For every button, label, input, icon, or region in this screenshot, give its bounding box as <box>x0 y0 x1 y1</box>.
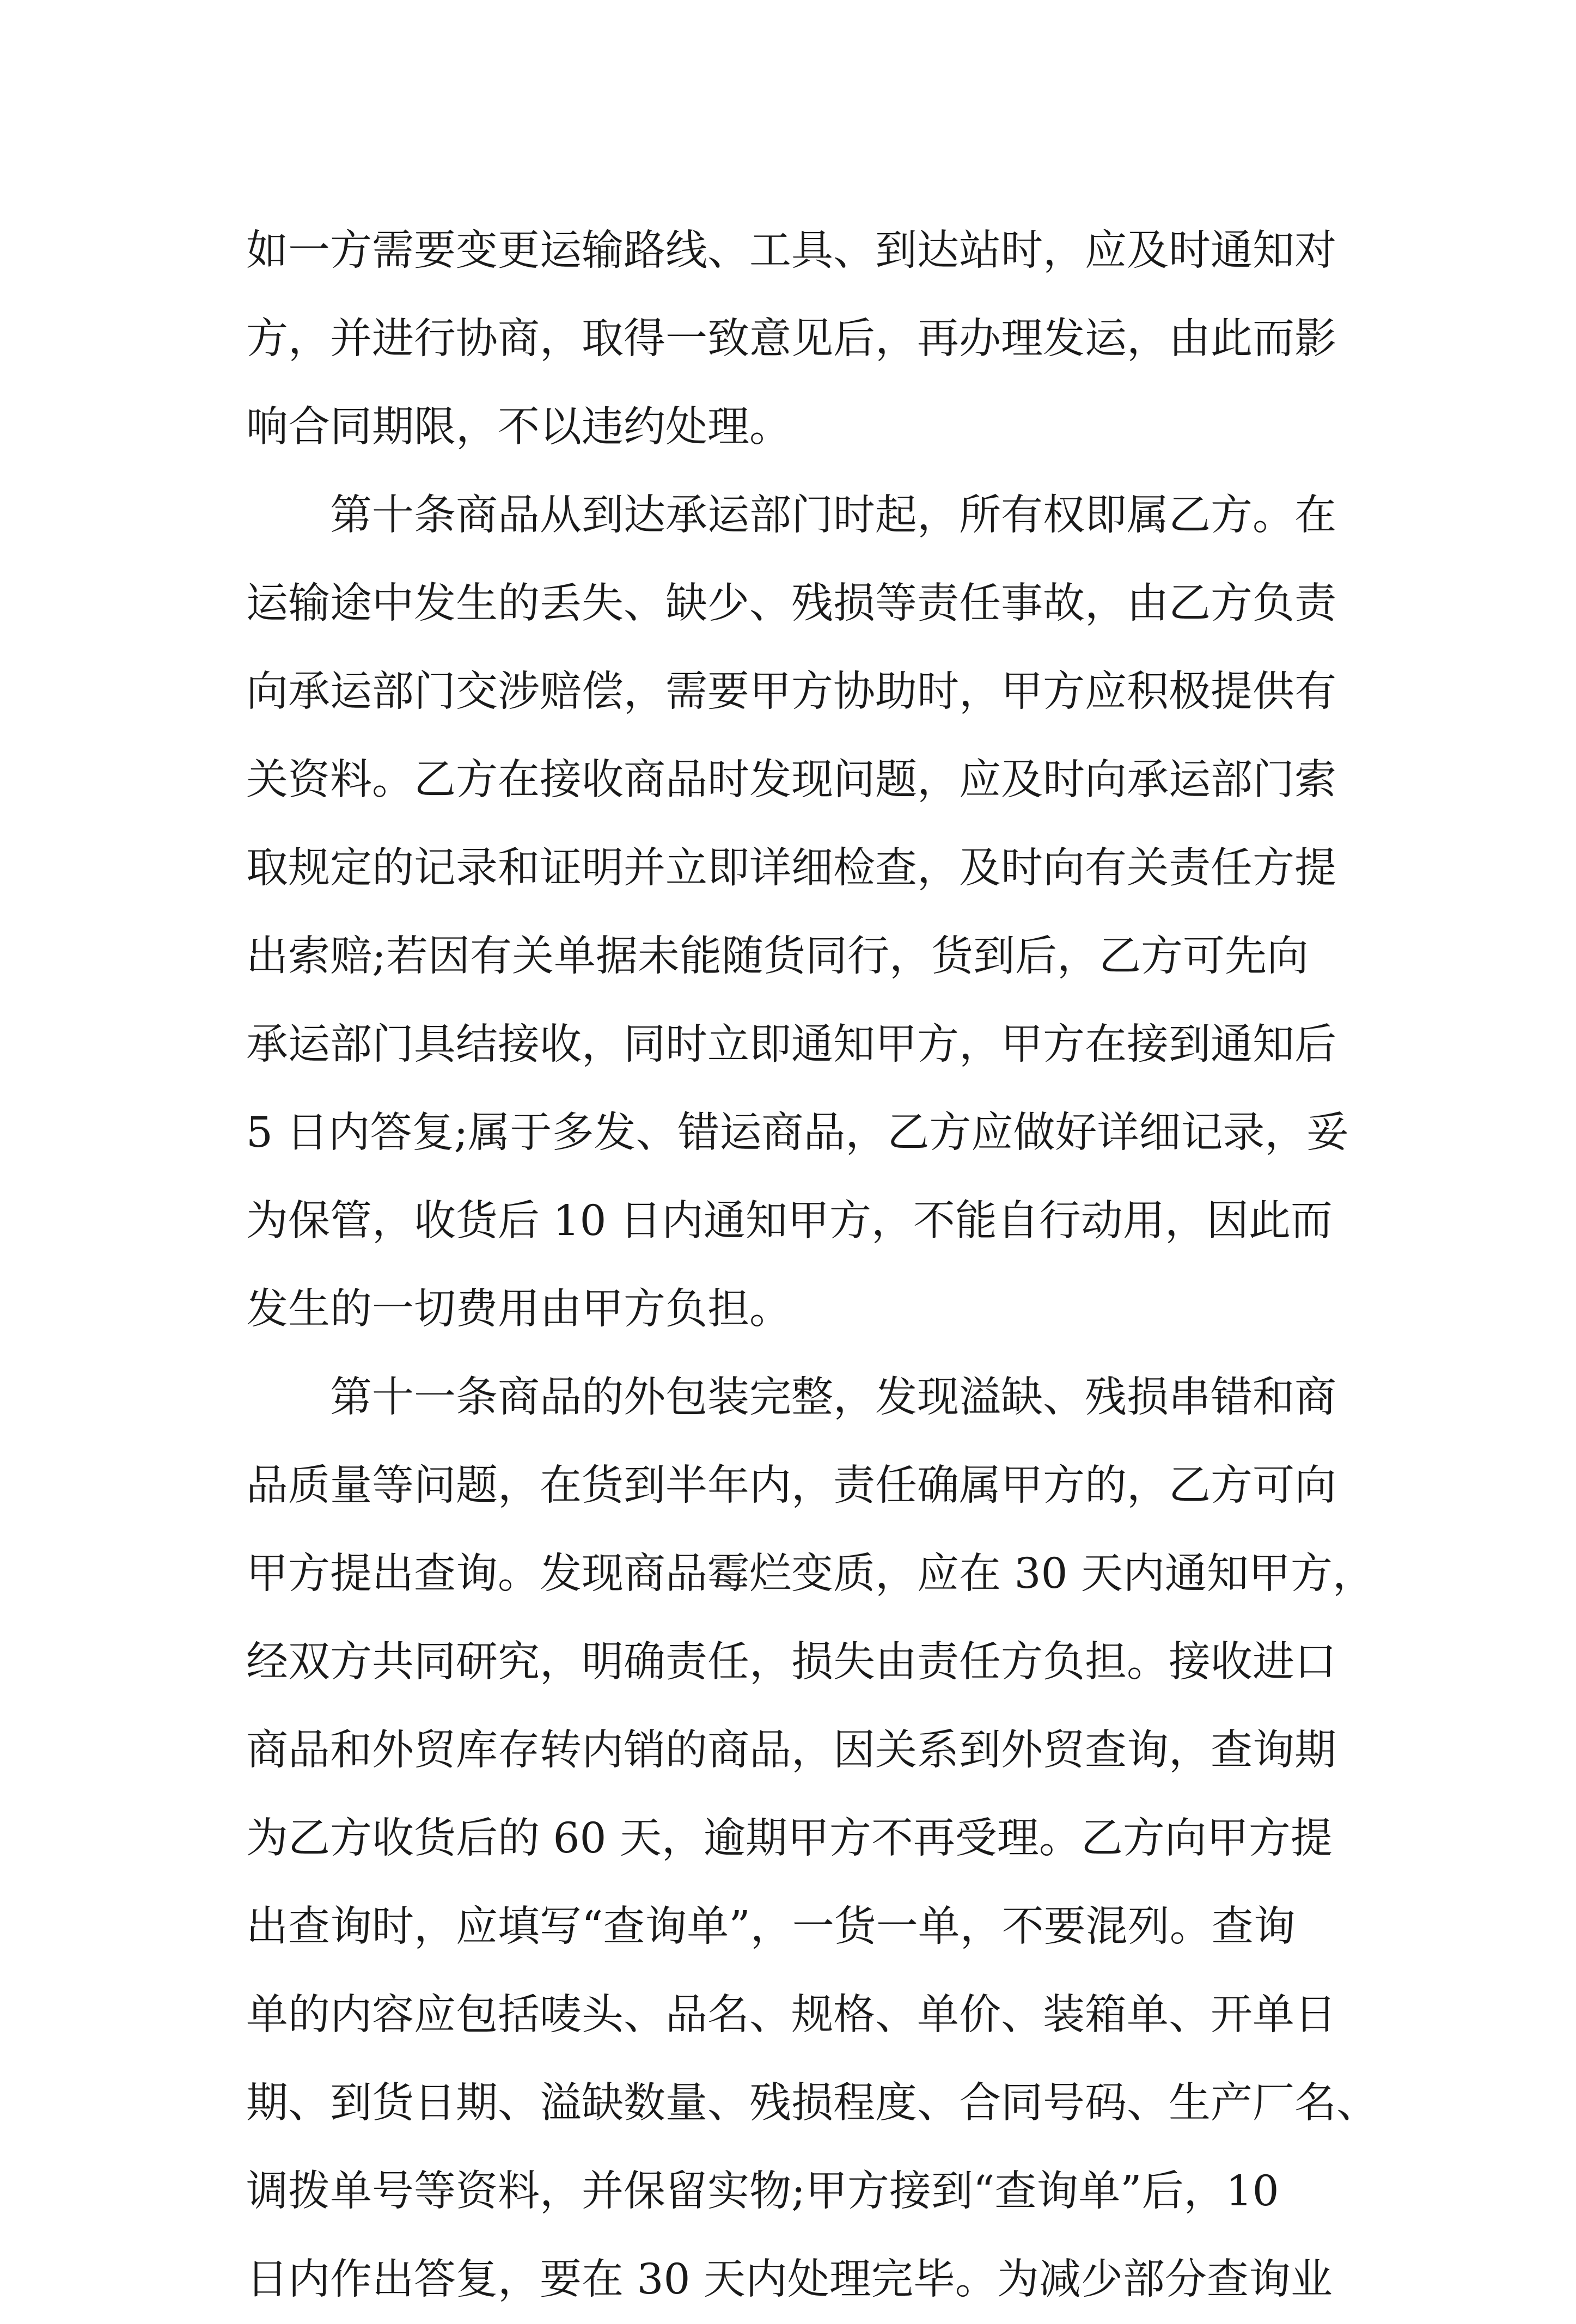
text-line: 调拨单号等资料，并保留实物;甲方接到“查询单”后，10 <box>246 2167 1279 2216</box>
text-line: 5 日内答复;属于多发、错运商品，乙方应做好详细记录，妥 <box>246 1109 1349 1157</box>
text-line: 承运部门具结接收，同时立即通知甲方，甲方在接到通知后 <box>246 1020 1336 1069</box>
text-line: 向承运部门交涉赔偿，需要甲方协助时，甲方应积极提供有 <box>246 668 1336 716</box>
text-line: 品质量等问题，在货到半年内，责任确属甲方的，乙方可向 <box>246 1461 1336 1510</box>
text-line: 日内作出答复，要在 30 天内处理完毕。为减少部分查询业 <box>246 2255 1333 2304</box>
text-line: 运输途中发生的丢失、缺少、残损等责任事故，由乙方负责 <box>246 579 1336 628</box>
text-line: 为保管，收货后 10 日内通知甲方，不能自行动用，因此而 <box>246 1197 1333 1245</box>
text-line: 期、到货日期、溢缺数量、残损程度、合同号码、生产厂名、 <box>246 2079 1378 2127</box>
body-text <box>246 207 1378 2324</box>
text-line: 如一方需要变更运输路线、工具、到达站时，应及时通知对 <box>246 227 1336 275</box>
text-line: 甲方提出查询。发现商品霉烂变质，应在 30 天内通知甲方， <box>246 1550 1375 1598</box>
text-line: 响合同期限，不以违约处理。 <box>246 403 791 451</box>
text-line: 发生的一切费用由甲方负担。 <box>246 1285 791 1334</box>
paragraph-start-line: 第十一条商品的外包装完整，发现溢缺、残损串错和商 <box>330 1373 1336 1422</box>
text-line: 关资料。乙方在接收商品时发现问题，应及时向承运部门索 <box>246 756 1336 804</box>
text-line: 为乙方收货后的 60 天，逾期甲方不再受理。乙方向甲方提 <box>246 1814 1333 1863</box>
text-line: 单的内容应包括唛头、品名、规格、单价、装箱单、开单日 <box>246 1991 1336 2039</box>
text-line: 出查询时，应填写“查询单”，一货一单，不要混列。查询 <box>246 1903 1296 1951</box>
text-line: 经双方共同研究，明确责任，损失由责任方负担。接收进口 <box>246 1638 1336 1686</box>
text-line: 出索赔;若因有关单据未能随货同行，货到后，乙方可先向 <box>246 932 1309 981</box>
paragraph-start-line: 第十条商品从到达承运部门时起，所有权即属乙方。在 <box>330 491 1336 540</box>
text-line: 商品和外贸库存转内销的商品，因关系到外贸查询，查询期 <box>246 1726 1336 1775</box>
text-line: 取规定的记录和证明并立即详细检查，及时向有关责任方提 <box>246 844 1336 892</box>
text-line: 方，并进行协商，取得一致意见后，再办理发运，由此而影 <box>246 315 1336 363</box>
